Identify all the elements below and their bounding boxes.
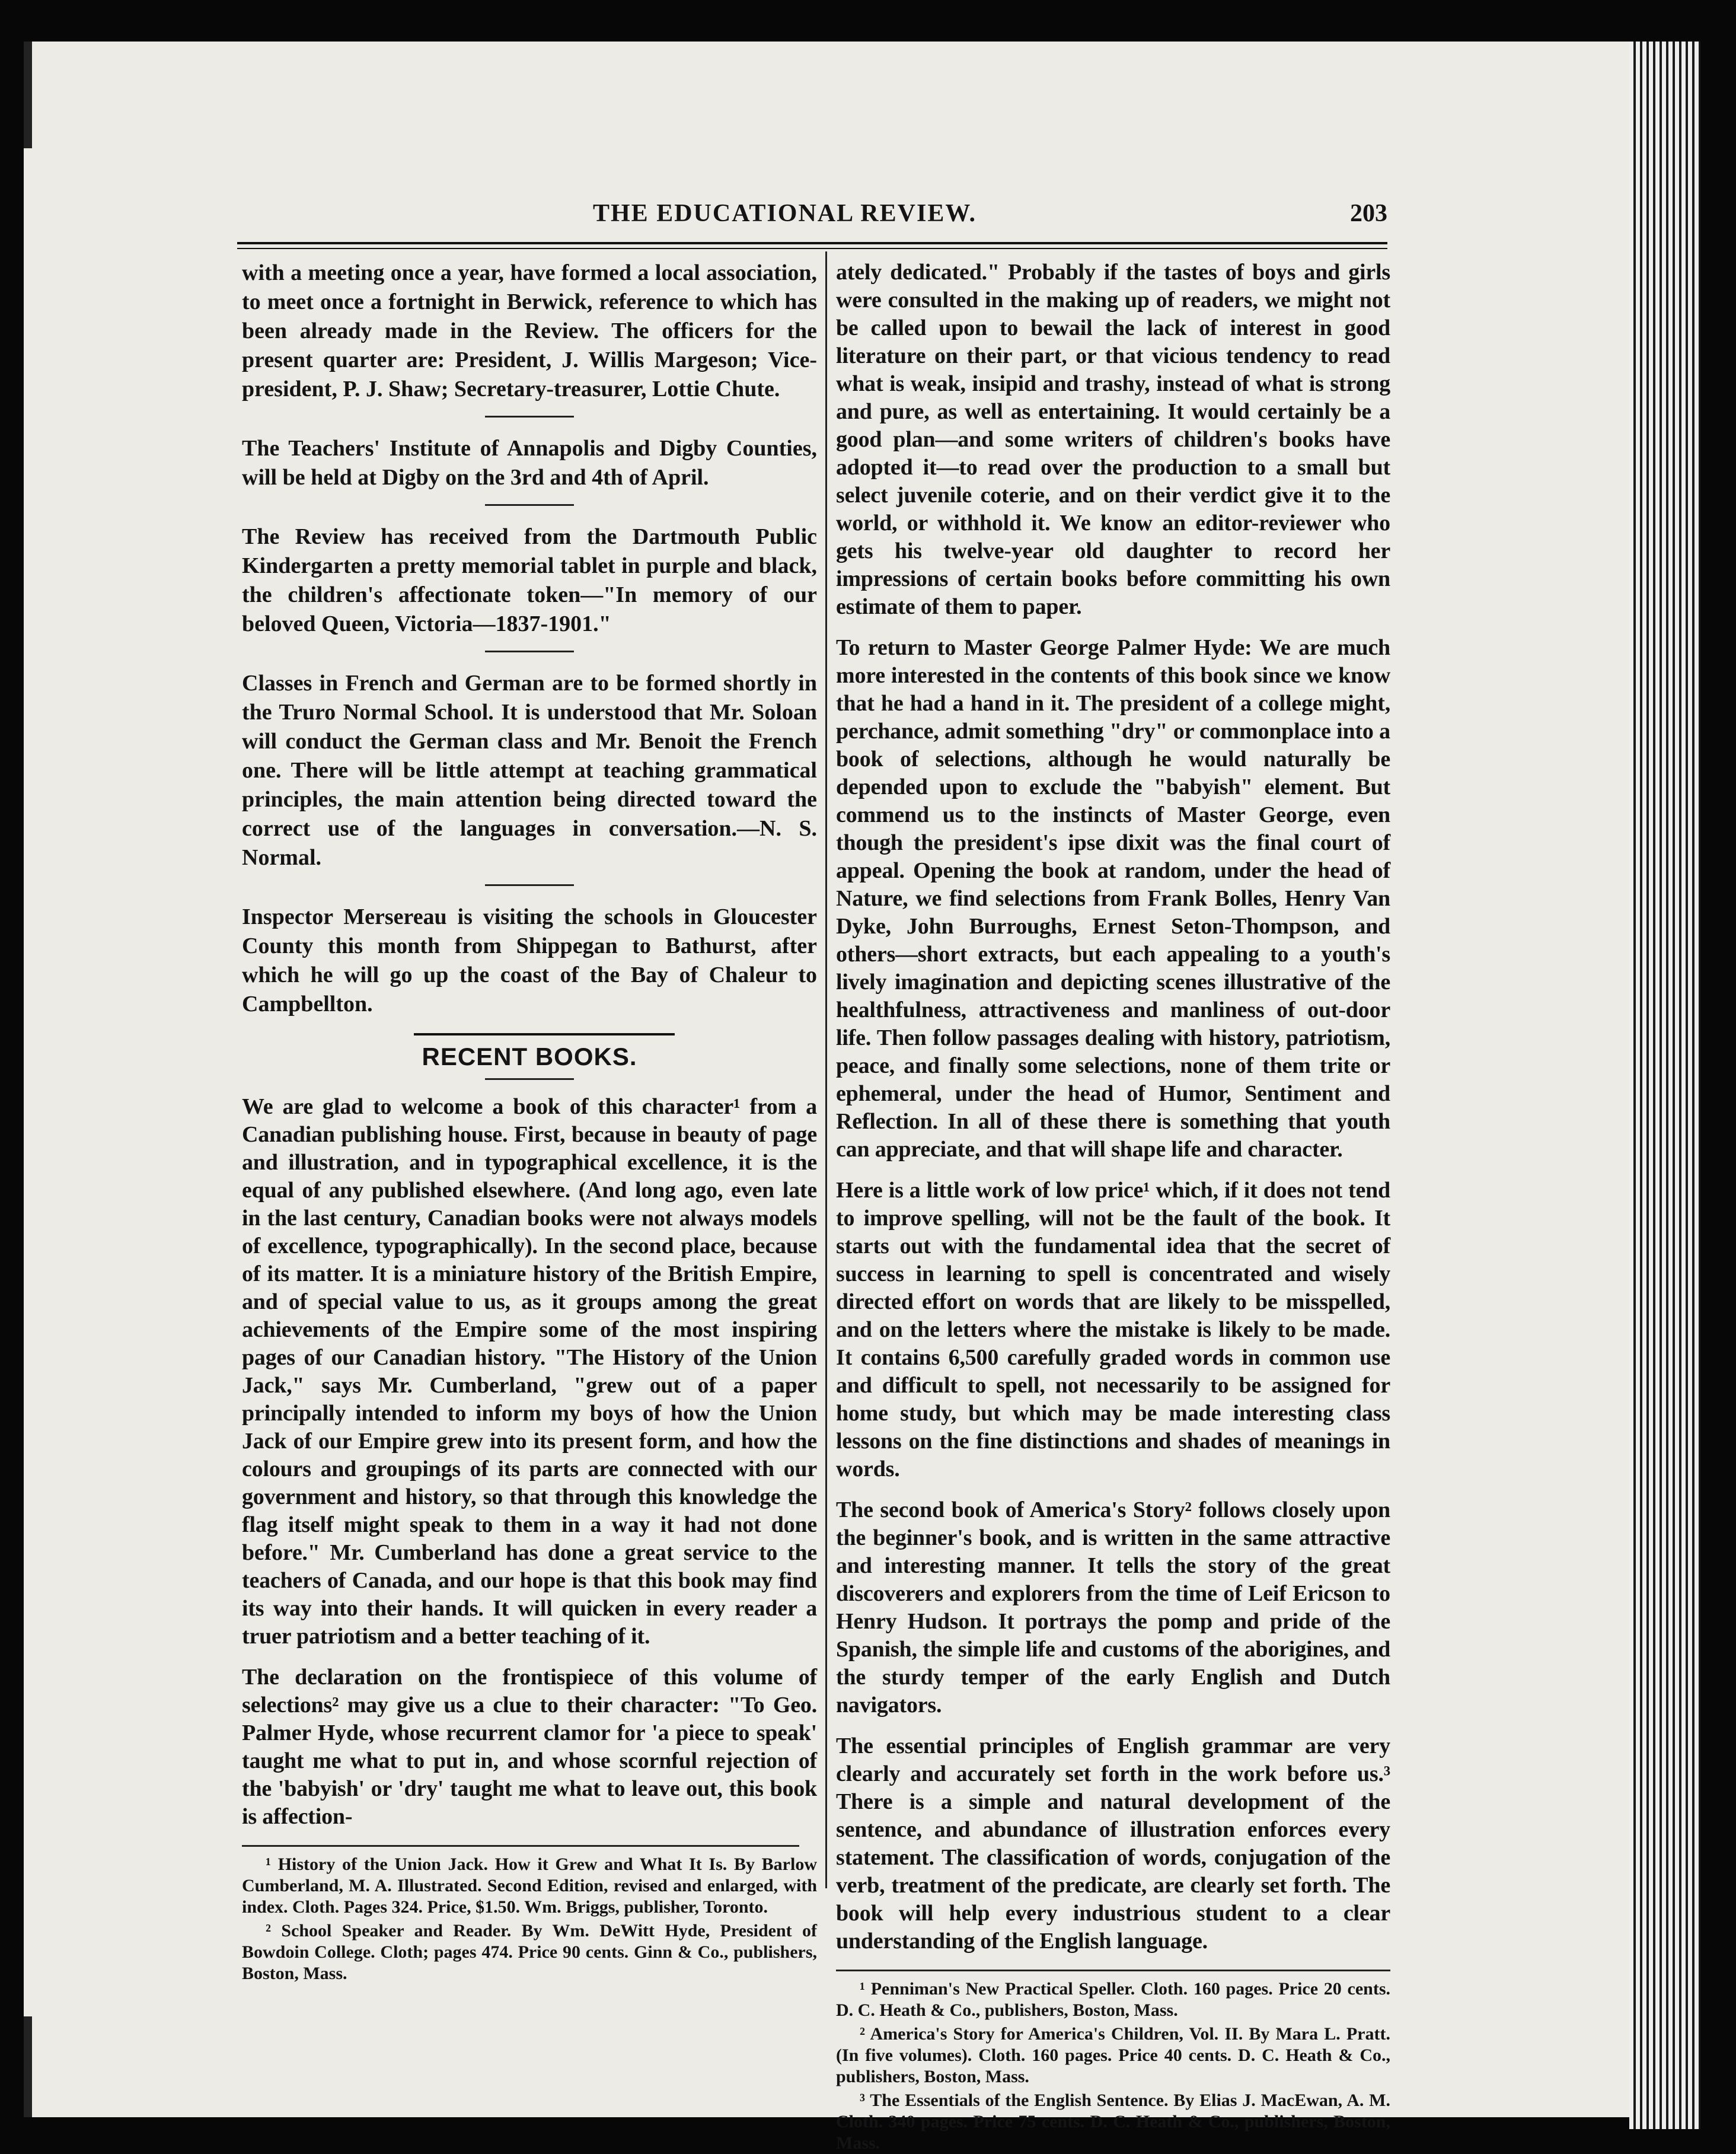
news-item-kindergarten: The Review has received from the Dartmouth Public Kindergarten a pretty memorial tablet in purple and black, the children's affectionate token—"In memory of our beloved Queen, Victoria—1837-1901." xyxy=(242,524,817,636)
section-title: RECENT BOOKS. xyxy=(422,1043,637,1070)
footnote-rule xyxy=(836,1970,1390,1971)
news-item-berwick: with a meeting once a year, have formed a local association, to meet once a fortnight in Berwick, reference to which has been already made in the Review. The officers for the present quarter are: President, J. Willis Margeson; Vice-president, P. J. Shaw; Secretary-treasurer, Lottie Chute. xyxy=(242,260,817,402)
journal-title: THE EDUCATIONAL REVIEW. xyxy=(593,200,976,227)
review-george-hyde: To return to Master George Palmer Hyde: We are much more interested in the contents of this book since we know that he had a hand in it. The president of a college might, perchance, admit something "dry" or commonplace into a book of selections, although he would naturally be depended upon to exclude the "babyish" element. But commend us to the instincts of Master George, even though the president's ipse dixit was the final court of appeal. Opening the book at random, under the head of Nature, we find selections from Frank Bolles, Henry Van Dyke, John Burroughs, Ernest Seton-Thompson, and others—short extracts, but each appealing to a youth's lively imagination and depicting scenes illustrative of the healthfulness, attractiveness and manliness of out-door life. Then follow passages dealing with history, patriotism, peace, and finally some selections, none of them trite or ephemeral, under the head of Humor, Sentiment and Reflection. In all of these there is something that youth can appreciate, and that will shape life and character. xyxy=(836,635,1390,1162)
item-separator xyxy=(485,651,574,652)
page-edge-stack xyxy=(1629,42,1700,2129)
review-speaker-reader-continued: ately dedicated." Probably if the tastes of boys and girls were consulted in the making up of readers, we might not be called upon to bewail the lack of interest in good literature on their part, or that vicious tendency to read what is weak, insipid and trashy, instead of what is strong and pure, as well as entertaining. It would certainly be a good plan—and some writers of children's books have adopted it—to read over the production to a small but select juvenile coterie, and on their verdict give it to the world, or withhold it. We know an editor-reviewer who gets his twelve-year old daughter to record her impressions of certain books before committing his own estimate of them to paper. xyxy=(836,260,1390,619)
binding-shadow xyxy=(24,42,32,148)
review-speaker-reader: The declaration on the frontispiece of this volume of selections² may give us a clue to their character: "To Geo. Palmer Hyde, whose recurrent clamor for 'a piece to speak' taught me what to put in, and whose scornful rejection of the 'babyish' or 'dry' taught me what to leave out, this book is affection- xyxy=(242,1665,817,1829)
footnote-3: ³ The Essentials of the English Sentence. By Elias J. MacEwan, A. M. Cloth. 340 pages. Price 75 cents. D. C. Heath & Co., publishers, Boston, Mass. xyxy=(836,2091,1390,2153)
footnote-2: ² America's Story for America's Children, Vol. II. By Mara L. Pratt. (In five volumes). Cloth. 160 pages. Price 40 cents. D. C. Heath & Co., publishers, Boston, Mass. xyxy=(836,2024,1390,2086)
header-rule-thin xyxy=(237,248,1387,249)
news-item-inspector: Inspector Mersereau is visiting the schools in Gloucester County this month from Shippegan to Bathurst, after which he will go up the coast of the Bay of Chaleur to Campbellton. xyxy=(242,904,817,1017)
column-divider xyxy=(825,251,827,1888)
page-number: 203 xyxy=(1350,200,1387,227)
review-americas-story: The second book of America's Story² follows closely upon the beginner's book, and is written in the same attractive and interesting manner. It tells the story of the great discoverers and explorers from the time of Leif Ericson to Henry Hudson. It portrays the pomp and pride of the Spanish, the simple life and customs of the aborigines, and the sturdy temper of the early English and Dutch navigators. xyxy=(836,1497,1390,1718)
running-header xyxy=(237,199,1387,241)
item-separator xyxy=(485,416,574,418)
item-separator xyxy=(485,884,574,886)
news-item-truro: Classes in French and German are to be formed shortly in the Truro Normal School. It is understood that Mr. Soloan will conduct the German class and Mr. Benoit the French one. There will be little attempt at teaching grammatical principles, the main attention being directed toward the correct use of the languages in conversation.—N. S. Normal. xyxy=(242,671,817,870)
section-rule xyxy=(414,1033,675,1035)
left-column xyxy=(242,259,817,1984)
binding-shadow xyxy=(24,2016,32,2117)
footnote-rule xyxy=(242,1845,799,1847)
header-rule-thick xyxy=(237,242,1387,244)
footnote-1: ¹ Penniman's New Practical Speller. Cloth. 160 pages. Price 20 cents. D. C. Heath & Co., publishers, Boston, Mass. xyxy=(836,1979,1390,2020)
footnote-1: ¹ History of the Union Jack. How it Grew and What It Is. By Barlow Cumberland, M. A. Illustrated. Second Edition, revised and enlarged, with index. Cloth. Pages 324. Price, $1.50. Wm. Briggs, publisher, Toronto. xyxy=(242,1855,817,1917)
footnote-2: ² School Speaker and Reader. By Wm. DeWitt Hyde, President of Bowdoin College. Cloth; pages 474. Price 90 cents. Ginn & Co., publishers, Boston, Mass. xyxy=(242,1921,817,1983)
review-speller: Here is a little work of low price¹ which, if it does not tend to improve spelling, will not be the fault of the book. It starts out with the fundamental idea that the secret of success in learning to spell is concentrated and wisely directed effort on words that are likely to be misspelled, and on the letters where the mistake is likely to be made. It contains 6,500 carefully graded words in common use and difficult to spell, not necessarily to be assigned for home study, but which may be made interesting class lessons on the fine distinctions and shades of meanings in words. xyxy=(836,1178,1390,1481)
right-column xyxy=(836,259,1390,2154)
review-english-sentence: The essential principles of English grammar are very clearly and accurately set forth in the work before us.³ There is a simple and natural development of the sentence, and abundance of illustration enforces every statement. The classification of words, conjugation of the verb, treatment of the predicate, are clearly set forth. The book will help every industrious student to a clear understanding of the English language. xyxy=(836,1734,1390,1954)
title-underline xyxy=(485,1078,574,1080)
news-item-institute: The Teachers' Institute of Annapolis and Digby Counties, will be held at Digby on the 3rd and 4th of April. xyxy=(242,436,817,490)
item-separator xyxy=(485,504,574,506)
review-union-jack: We are glad to welcome a book of this character¹ from a Canadian publishing house. First, because in beauty of page and illustration, and in typographical excellence, it is the equal of any published elsewhere. (And long ago, even late in the last century, Canadian books were not always models of excellence, typographically). In the second place, because of its matter. It is a miniature history of the British Empire, and of special value to us, as it groups among the great achievements of the Empire some of the most inspiring pages of our Canadian history. "The History of the Union Jack," says Mr. Cumberland, "grew out of a paper principally intended to inform my boys of how the Union Jack of our Empire grew into its present form, and how the colours and groupings of its parts are connected with our government and history, so that through this knowledge the flag itself might speak to them in a way it had not done before." Mr. Cumberland has done a great service to the teachers of Canada, and our hope is that this book may find its way into their hands. It will quicken in every reader a truer patriotism and a better teaching of it. xyxy=(242,1094,817,1649)
